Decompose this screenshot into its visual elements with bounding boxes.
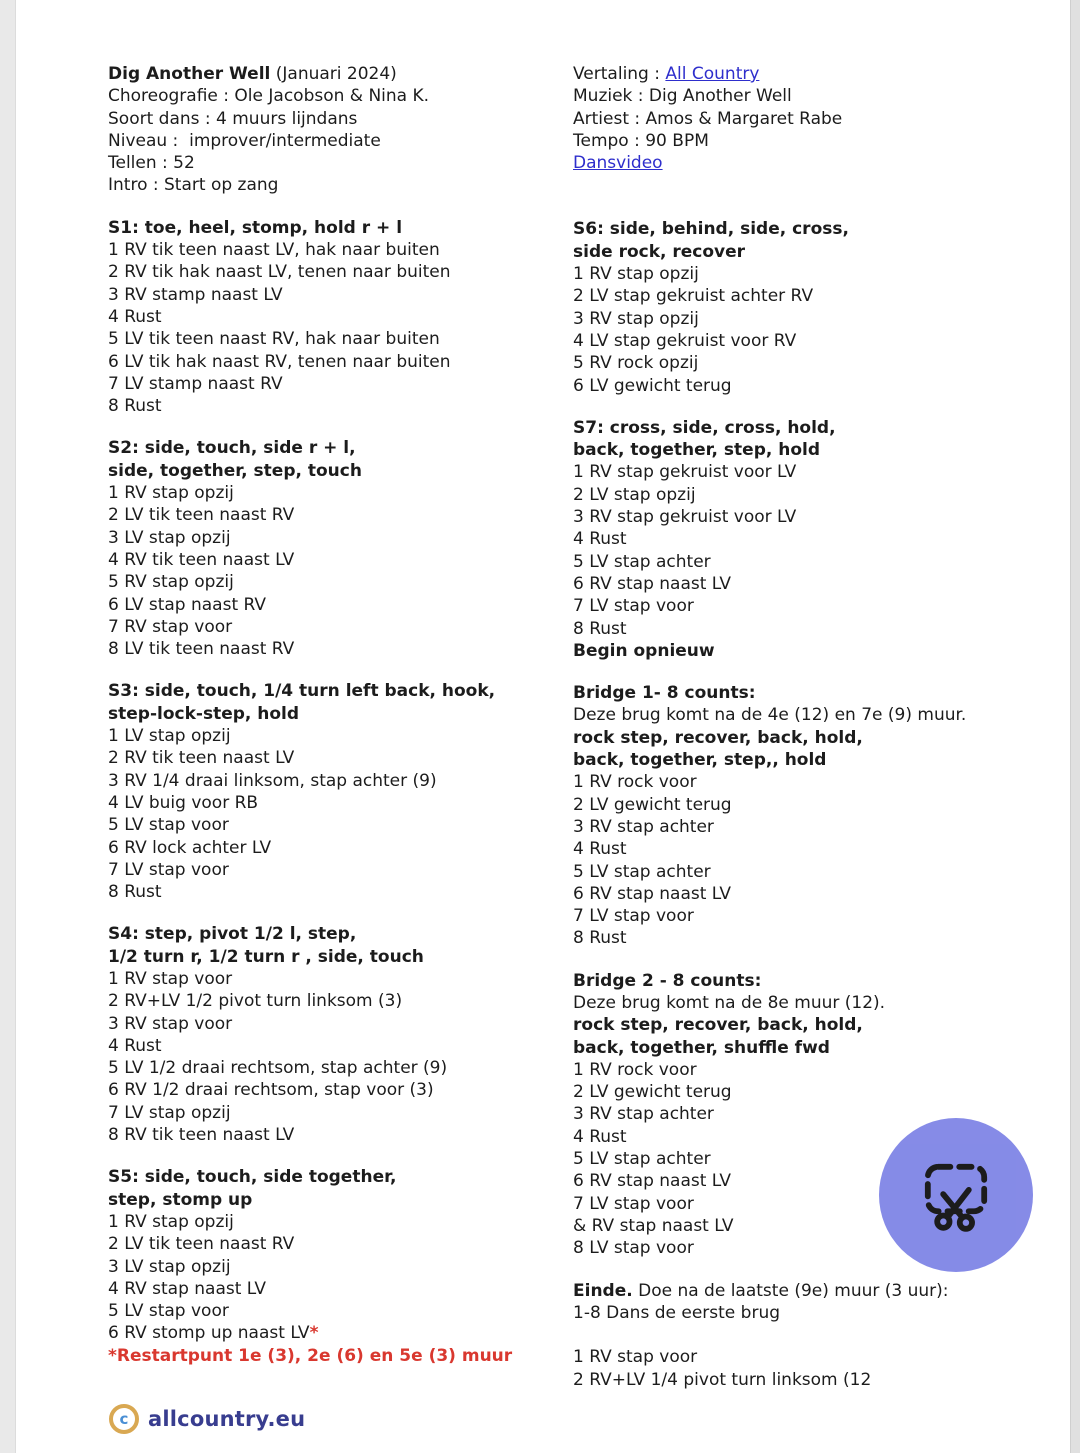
viewport-right-gutter (1070, 0, 1080, 1453)
step-line: 8 Rust (108, 396, 162, 417)
step-line: 8 Rust (108, 882, 162, 903)
step-line: 5 LV stap achter (573, 1149, 711, 1170)
section-heading: S4: step, pivot 1/2 l, step, (108, 924, 357, 945)
section-heading: S1: toe, heel, stomp, hold r + l (108, 217, 403, 238)
einde-label: Einde. (573, 1280, 633, 1301)
step-line: 6 RV lock achter LV (108, 837, 272, 858)
step-line: 8 LV stap voor (573, 1238, 694, 1259)
step-line: 7 LV stap opzij (108, 1102, 231, 1123)
dansvideo-line (573, 152, 1023, 174)
title-line (108, 63, 578, 85)
header-right (573, 63, 1023, 174)
section-heading: rock step, recover, back, hold, (573, 727, 863, 748)
section-heading: 1/2 turn r, 1/2 turn r , side, touch (108, 946, 424, 967)
section-s3 (108, 680, 578, 903)
step-line: 5 LV stap achter (573, 861, 711, 882)
choreography-line: Choreografie : Ole Jacobson & Nina K. (108, 86, 430, 107)
step-line: 1 RV tik teen naast LV, hak naar buiten (108, 240, 440, 261)
footer (109, 1404, 305, 1434)
step-line: 6 RV stap naast LV (573, 1171, 732, 1192)
step-line: 8 Rust (573, 618, 627, 639)
step-line: 3 RV stap achter (573, 816, 714, 837)
step-line: 2 LV stap opzij (573, 484, 696, 505)
step-line: 2 LV gewicht terug (573, 1082, 732, 1103)
step-line: 7 RV stap voor (108, 616, 233, 637)
left-column (108, 63, 578, 1387)
section-heading: back, together, step,, hold (573, 750, 827, 771)
section-heading: S5: side, touch, side together, (108, 1167, 397, 1188)
section-einde (573, 1280, 1023, 1391)
step-line: 5 RV stap opzij (108, 572, 234, 593)
step-line: 7 LV stap voor (573, 906, 694, 927)
step-line: 3 RV stap voor (108, 1013, 233, 1034)
step-line: 4 Rust (573, 529, 627, 550)
step-line: 7 LV stap voor (573, 1193, 694, 1214)
level-line: Niveau : improver/intermediate (108, 130, 381, 151)
step-line: 6 RV stap naast LV (573, 573, 732, 594)
step-line: 2 LV gewicht terug (573, 794, 732, 815)
step-line: 7 LV stamp naast RV (108, 373, 283, 394)
step-line: 4 RV stap naast LV (108, 1278, 267, 1299)
step-line: 4 Rust (573, 1126, 627, 1147)
snip-screenshot-button[interactable] (879, 1118, 1033, 1272)
step-line: 4 Rust (108, 1035, 162, 1056)
begin-opnieuw-line: Begin opnieuw (573, 640, 715, 661)
step-line: 1 RV rock voor (573, 1059, 697, 1080)
section-heading: step-lock-step, hold (108, 703, 300, 724)
header-left (108, 63, 578, 197)
section-heading: step, stomp up (108, 1189, 253, 1210)
counts-line: Tellen : 52 (108, 153, 195, 174)
bridge-note: Deze brug komt na de 8e muur (12). (573, 992, 886, 1013)
step-line: 4 Rust (108, 306, 162, 327)
step-line: 5 RV rock opzij (573, 353, 699, 374)
music-line: Muziek : Dig Another Well (573, 86, 792, 107)
section-heading: back, together, step, hold (573, 440, 821, 461)
step-line: & RV stap naast LV (573, 1215, 734, 1236)
step-line: 1 LV stap opzij (108, 726, 231, 747)
section-heading: Bridge 2 - 8 counts: (573, 970, 762, 991)
section-s7 (573, 417, 1023, 662)
step-line: 5 LV 1/2 draai rechtsom, stap achter (9) (108, 1058, 448, 1079)
step-line: 5 LV stap achter (573, 551, 711, 572)
intro-line: Intro : Start op zang (108, 175, 279, 196)
section-heading: Bridge 1- 8 counts: (573, 683, 756, 704)
step-line: 2 RV tik teen naast LV (108, 748, 295, 769)
step-line: 7 LV stap voor (108, 859, 229, 880)
step-line: 1 RV stap opzij (573, 264, 699, 285)
step-line: 2 LV tik teen naast RV (108, 1234, 295, 1255)
step-line: 5 LV tik teen naast RV, hak naar buiten (108, 329, 440, 350)
step-line: 1 RV stap voor (573, 1347, 698, 1368)
step-line: 3 RV stamp naast LV (108, 284, 283, 305)
bridge-note: Deze brug komt na de 4e (12) en 7e (9) muur. (573, 705, 967, 726)
step-line (108, 1322, 578, 1344)
dansvideo-link[interactable]: Dansvideo (573, 153, 663, 174)
dance-title: Dig Another Well (108, 64, 271, 84)
section-s6 (573, 218, 1023, 396)
step-line: 2 RV tik hak naast LV, tenen naar buiten (108, 262, 451, 283)
section-s4 (108, 923, 578, 1146)
step-line: 2 LV stap gekruist achter RV (573, 286, 814, 307)
step-line: 3 RV stap gekruist voor LV (573, 507, 797, 528)
step-line: 6 RV stap naast LV (573, 883, 732, 904)
section-heading: S6: side, behind, side, cross, (573, 219, 849, 240)
einde-text: Doe na de laatste (9e) muur (3 uur): (632, 1280, 949, 1301)
logo-letter: c (119, 1409, 129, 1428)
restart-note: *Restartpunt 1e (3), 2e (6) en 5e (3) muur (108, 1345, 513, 1366)
step-line: 7 LV stap voor (573, 596, 694, 617)
step-line: 2 LV tik teen naast RV (108, 505, 295, 526)
section-heading: S7: cross, side, cross, hold, (573, 417, 836, 438)
step-line: 2 RV+LV 1/2 pivot turn linksom (3) (108, 991, 403, 1012)
step-line: 6 LV gewicht terug (573, 375, 732, 396)
step-line: 4 LV stap gekruist voor RV (573, 330, 797, 351)
step-line: 5 LV stap voor (108, 1301, 229, 1322)
section-s1 (108, 217, 578, 418)
restart-asterisk: * (309, 1323, 319, 1344)
step-line: 3 RV stap achter (573, 1104, 714, 1125)
step-line: 1 RV stap opzij (108, 483, 234, 504)
step-line: 5 LV stap voor (108, 815, 229, 836)
section-s5 (108, 1166, 578, 1367)
step-line: 6 LV stap naast RV (108, 594, 267, 615)
einde-line (573, 1280, 1023, 1302)
step-line: 6 RV 1/2 draai rechtsom, stap voor (3) (108, 1080, 434, 1101)
step-text: 6 RV stomp up naast LV (108, 1323, 310, 1344)
step-line: 8 Rust (573, 928, 627, 949)
step-line: 4 LV buig voor RB (108, 792, 259, 813)
step-line: 1 RV stap gekruist voor LV (573, 462, 797, 483)
document-page (16, 0, 1070, 1453)
step-line: 3 LV stap opzij (108, 527, 231, 548)
dance-date: (Januari 2024) (270, 64, 397, 84)
section-heading: side, together, step, touch (108, 460, 362, 481)
section-bridge-1 (573, 682, 1023, 950)
vertaling-label: Vertaling : (573, 64, 666, 84)
section-heading: S2: side, touch, side r + l, (108, 438, 356, 459)
section-heading: rock step, recover, back, hold, (573, 1015, 863, 1036)
step-line: 3 RV 1/4 draai linksom, stap achter (9) (108, 770, 437, 791)
allcountry-logo-link[interactable] (109, 1404, 305, 1434)
step-line: 1 RV rock voor (573, 772, 697, 793)
step-line: 4 RV tik teen naast LV (108, 549, 295, 570)
tempo-line: Tempo : 90 BPM (573, 130, 709, 151)
step-line: 6 LV tik hak naast RV, tenen naar buiten (108, 351, 451, 372)
logo-text: allcountry.eu (148, 1407, 306, 1431)
all-country-link[interactable]: All Country (665, 64, 760, 84)
step-line: 1-8 Dans de eerste brug (573, 1302, 781, 1323)
section-heading: side rock, recover (573, 241, 746, 262)
section-heading: S3: side, touch, 1/4 turn left back, hook, (108, 681, 496, 702)
dance-type-line: Soort dans : 4 muurs lijndans (108, 108, 358, 129)
step-line: 3 LV stap opzij (108, 1256, 231, 1277)
step-line: 8 LV tik teen naast RV (108, 639, 295, 660)
step-line: 8 RV tik teen naast LV (108, 1125, 295, 1146)
step-line: 3 RV stap opzij (573, 308, 699, 329)
step-line: 4 Rust (573, 839, 627, 860)
scissors-cutout-icon (915, 1154, 997, 1236)
step-line: 1 RV stap opzij (108, 1211, 234, 1232)
allcountry-c-ring-icon (109, 1404, 139, 1434)
vertaling-line (573, 63, 1023, 85)
viewport-left-gutter (0, 0, 16, 1453)
section-s2 (108, 437, 578, 660)
section-heading: back, together, shuffle fwd (573, 1037, 830, 1058)
artist-line: Artiest : Amos & Margaret Rabe (573, 108, 843, 129)
step-line: 2 RV+LV 1/4 pivot turn linksom (12 (573, 1369, 872, 1390)
step-line: 1 RV stap voor (108, 968, 233, 989)
